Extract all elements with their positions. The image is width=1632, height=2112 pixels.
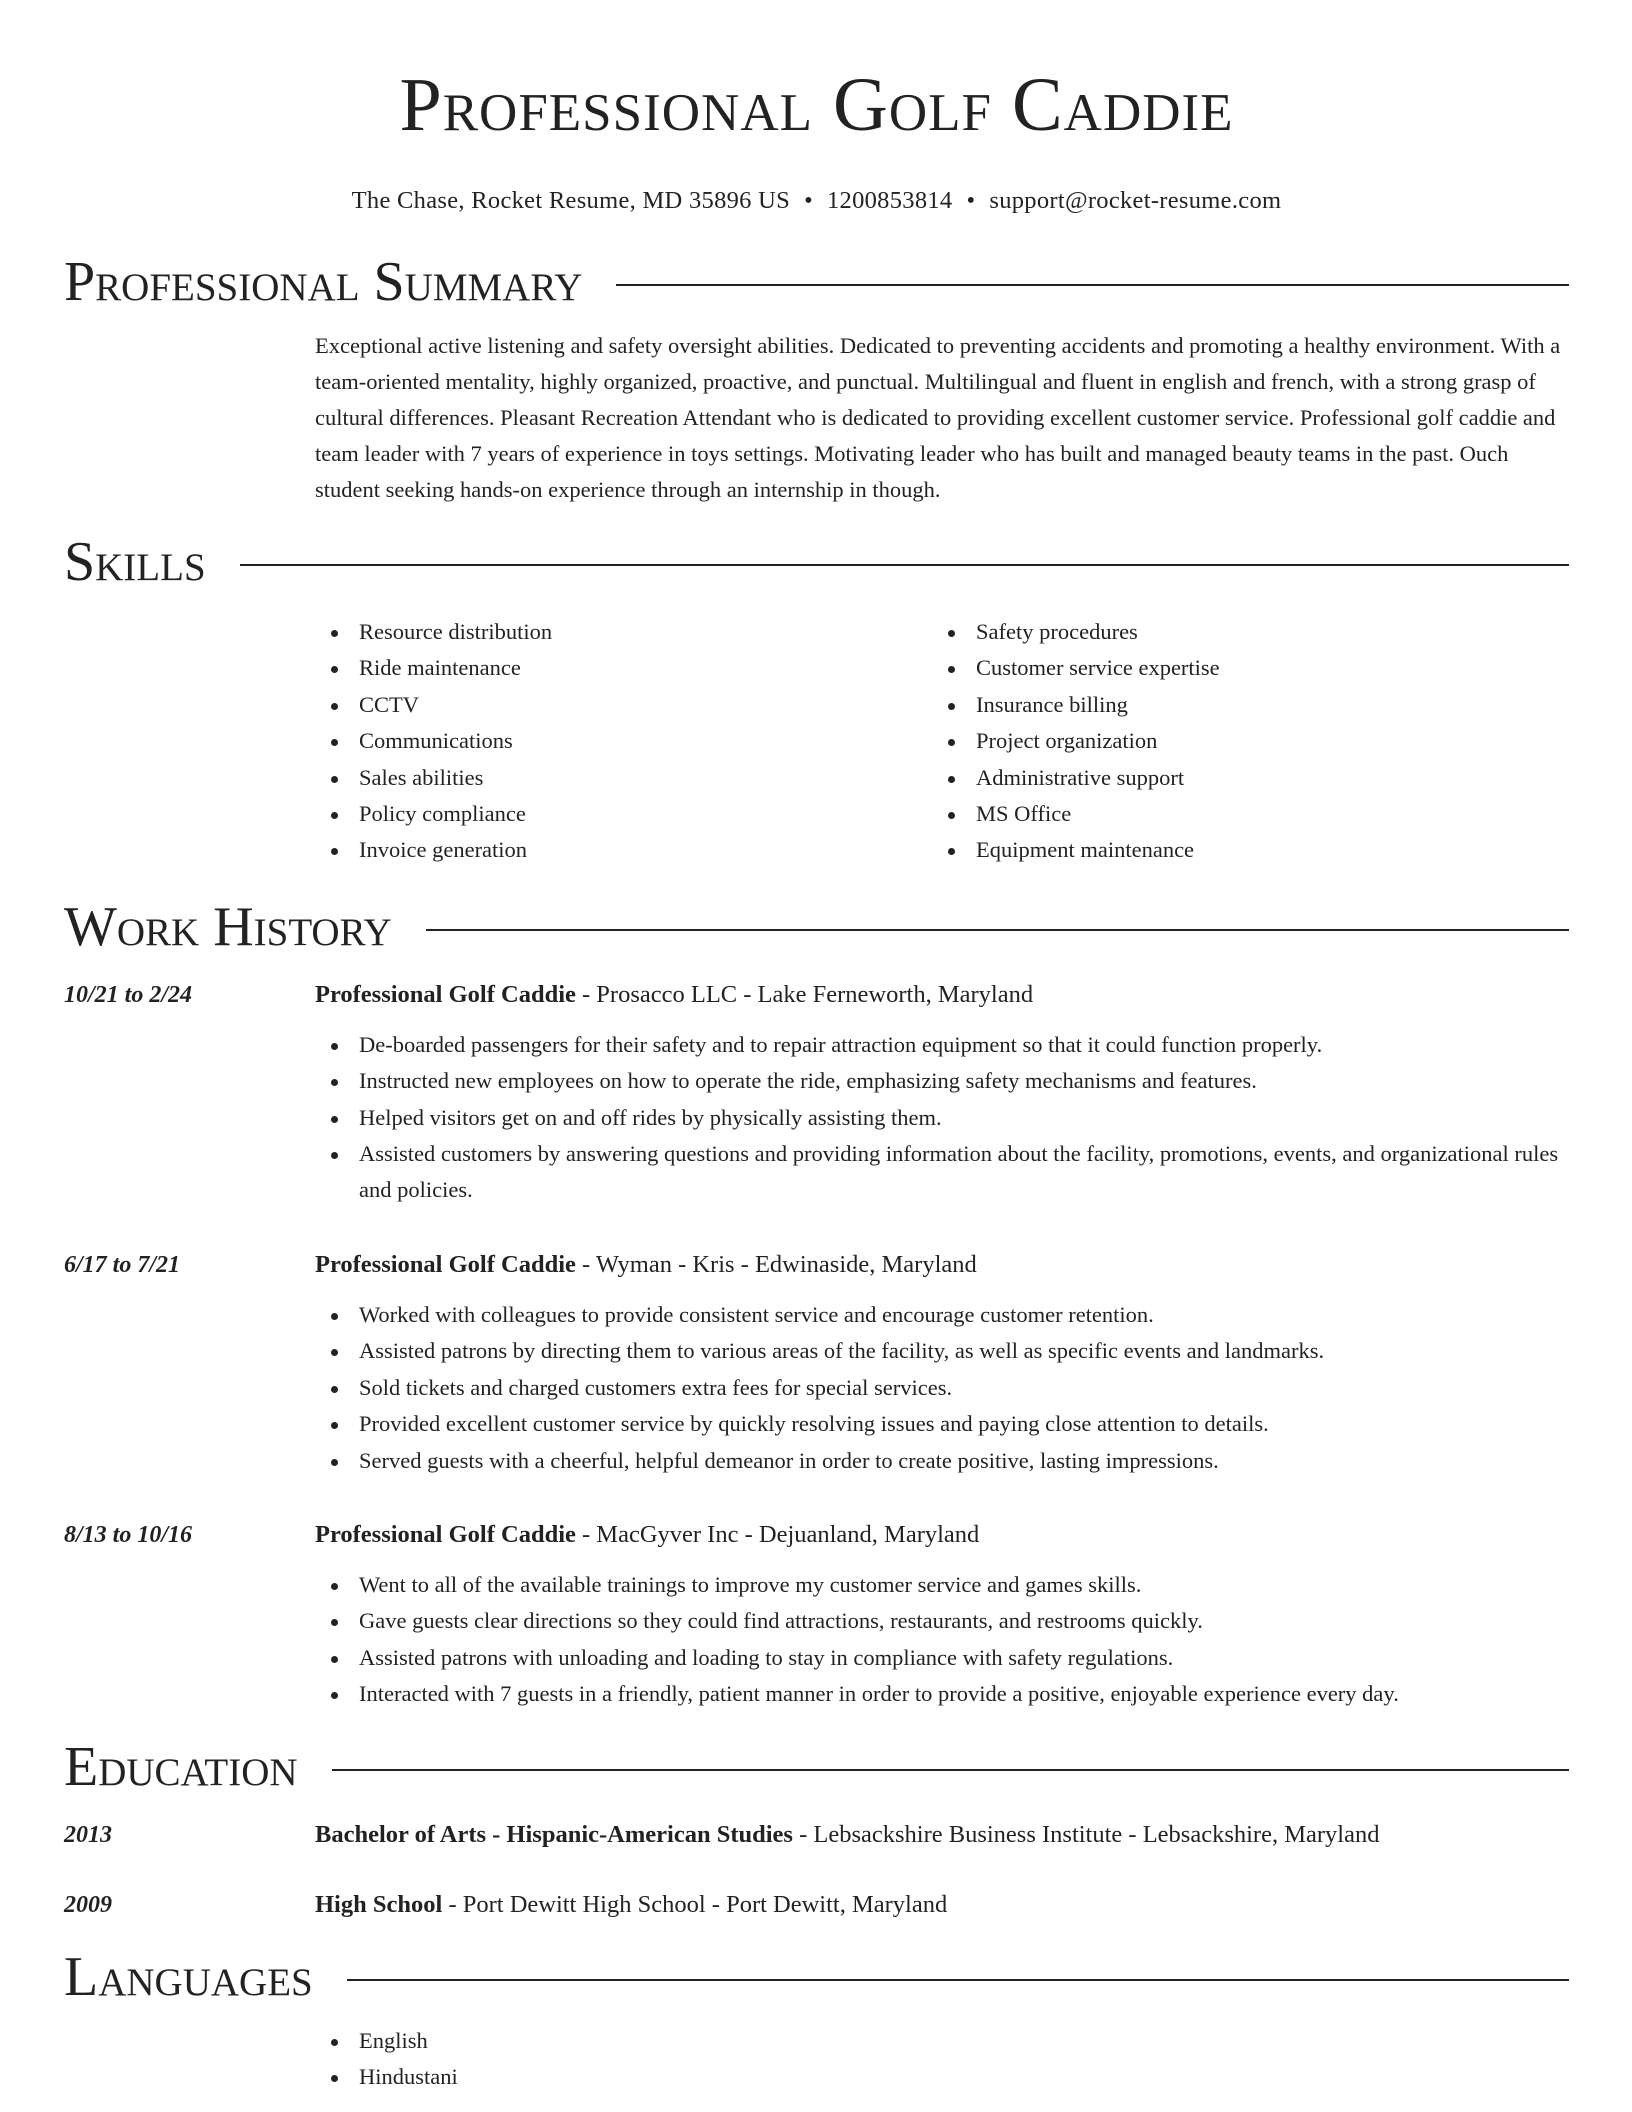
job-bullets xyxy=(315,1027,1569,1209)
section-heading: Professional Summary xyxy=(64,251,583,313)
job-bullet: Assisted patrons with unloading and loading to stay in compliance with safety regulations. xyxy=(315,1640,1569,1676)
job-title-line xyxy=(315,977,1569,1013)
section-heading: Languages xyxy=(64,1945,313,2008)
section-divider xyxy=(426,929,1569,931)
skill-item: Equipment maintenance xyxy=(932,832,1549,868)
job-bullet: Instructed new employees on how to operate the ride, emphasizing safety mechanisms and features. xyxy=(315,1063,1569,1099)
job-dates: 10/21 to 2/24 xyxy=(64,981,193,1008)
job-title: Professional Golf Caddie xyxy=(315,980,576,1008)
education-degree: Bachelor of Arts - Hispanic-American Studies xyxy=(315,1820,793,1848)
education-title-line xyxy=(315,1887,1569,1923)
skills-list xyxy=(315,614,1569,869)
job-title: Professional Golf Caddie xyxy=(315,1520,576,1548)
section-summary-header xyxy=(64,252,1569,312)
summary-text: Exceptional active listening and safety oversight abilities. Dedicated to preventing accidents and promoting a healthy environment. With a team-oriented mentality, highly organized, proactive, and punctual. Multilingual and fluent in english and french, with a strong grasp of cultural differences. Pleasant Recreation Attendant who is dedicated to providing excellent customer service. Professional golf caddie and team leader with 7 years of experience in toys settings. Motivating leader who has built and managed beauty teams in the past. Ouch student seeking hands-on experience through an internship in though. xyxy=(315,333,1561,502)
job-bullet: Assisted patrons by directing them to various areas of the facility, as well as specific events and landmarks. xyxy=(315,1333,1569,1369)
education-year: 2009 xyxy=(64,1891,112,1918)
job-details xyxy=(315,977,1569,1209)
section-heading: Education xyxy=(64,1735,298,1798)
job-bullet: Worked with colleagues to provide consistent service and encourage customer retention. xyxy=(315,1297,1569,1333)
job-employer: - MacGyver Inc - Dejuanland, Maryland xyxy=(575,1520,980,1548)
contact-separator: • xyxy=(804,187,813,214)
section-divider xyxy=(240,564,1569,566)
education-entry xyxy=(64,1817,1569,1853)
job-entry xyxy=(64,1517,1569,1713)
contact-email: support@rocket-resume.com xyxy=(989,187,1282,214)
job-employer: - Wyman - Kris - Edwinaside, Maryland xyxy=(575,1250,977,1278)
job-entry xyxy=(64,977,1569,1209)
section-heading: Skills xyxy=(64,531,206,593)
education-school: - Port Dewitt High School - Port Dewitt, Maryland xyxy=(442,1890,948,1918)
section-skills-header xyxy=(64,532,1569,592)
education-school: - Lebsackshire Business Institute - Lebsackshire, Maryland xyxy=(792,1820,1380,1848)
skill-item: MS Office xyxy=(932,796,1549,832)
job-dates: 8/13 to 10/16 xyxy=(64,1521,193,1548)
section-heading: Work History xyxy=(64,895,392,958)
skill-item: Resource distribution xyxy=(315,614,932,650)
skill-item: Invoice generation xyxy=(315,832,932,868)
skill-item: Ride maintenance xyxy=(315,650,932,686)
job-bullet: De-boarded passengers for their safety and to repair attraction equipment so that it could function properly. xyxy=(315,1027,1569,1063)
job-bullets xyxy=(315,1297,1569,1479)
contact-address: The Chase, Rocket Resume, MD 35896 US xyxy=(351,187,791,214)
job-bullet: Sold tickets and charged customers extra fees for special services. xyxy=(315,1370,1569,1406)
skill-item: Safety procedures xyxy=(932,614,1549,650)
language-item: Hindustani xyxy=(315,2059,1569,2095)
skill-item: Policy compliance xyxy=(315,796,932,832)
languages-list xyxy=(315,2023,1569,2096)
job-entry xyxy=(64,1247,1569,1479)
contact-line xyxy=(64,186,1569,216)
section-work-header xyxy=(64,897,1569,957)
skills-column-left xyxy=(315,614,932,869)
skill-item: Sales abilities xyxy=(315,760,932,796)
job-title-line xyxy=(315,1247,1569,1283)
job-bullet: Helped visitors get on and off rides by physically assisting them. xyxy=(315,1100,1569,1136)
skill-item: Communications xyxy=(315,723,932,759)
education-degree: High School xyxy=(315,1890,443,1918)
skill-item: CCTV xyxy=(315,687,932,723)
job-bullets xyxy=(315,1567,1569,1713)
skill-item: Insurance billing xyxy=(932,687,1549,723)
job-bullet: Went to all of the available trainings to improve my customer service and games skills. xyxy=(315,1567,1569,1603)
job-bullet: Assisted customers by answering questions and providing information about the facility, promotions, events, and organizational rules and policies. xyxy=(315,1136,1569,1209)
section-divider xyxy=(616,284,1569,286)
resume-page xyxy=(64,0,1569,2095)
skill-item: Administrative support xyxy=(932,760,1549,796)
job-title-line xyxy=(315,1517,1569,1553)
contact-separator: • xyxy=(966,187,976,214)
contact-phone: 1200853814 xyxy=(826,187,953,214)
education-details xyxy=(315,1887,1569,1923)
education-year: 2013 xyxy=(64,1821,112,1848)
education-details xyxy=(315,1817,1569,1853)
job-bullet: Provided excellent customer service by quickly resolving issues and paying close attention to details. xyxy=(315,1406,1569,1442)
job-dates: 6/17 to 7/21 xyxy=(64,1251,181,1278)
section-divider xyxy=(332,1769,1569,1771)
section-divider xyxy=(347,1979,1569,1981)
job-details xyxy=(315,1517,1569,1713)
job-bullet: Interacted with 7 guests in a friendly, patient manner in order to provide a positive, enjoyable experience every day. xyxy=(315,1676,1569,1712)
job-details xyxy=(315,1247,1569,1479)
skill-item: Project organization xyxy=(932,723,1549,759)
job-employer: - Prosacco LLC - Lake Ferneworth, Maryland xyxy=(575,980,1034,1008)
language-item: English xyxy=(315,2023,1569,2059)
job-bullet: Served guests with a cheerful, helpful demeanor in order to create positive, lasting impressions. xyxy=(315,1443,1569,1479)
education-entry xyxy=(64,1887,1569,1923)
section-languages-header xyxy=(64,1947,1569,2007)
job-title: Professional Golf Caddie xyxy=(315,1250,576,1278)
resume-name: Professional Golf Caddie xyxy=(399,63,1234,147)
languages-bullets xyxy=(315,2023,1569,2096)
skill-item: Customer service expertise xyxy=(932,650,1549,686)
skills-column-right xyxy=(932,614,1549,869)
education-title-line xyxy=(315,1817,1569,1853)
section-education-header xyxy=(64,1737,1569,1797)
job-bullet: Gave guests clear directions so they could find attractions, restaurants, and restrooms quickly. xyxy=(315,1603,1569,1639)
